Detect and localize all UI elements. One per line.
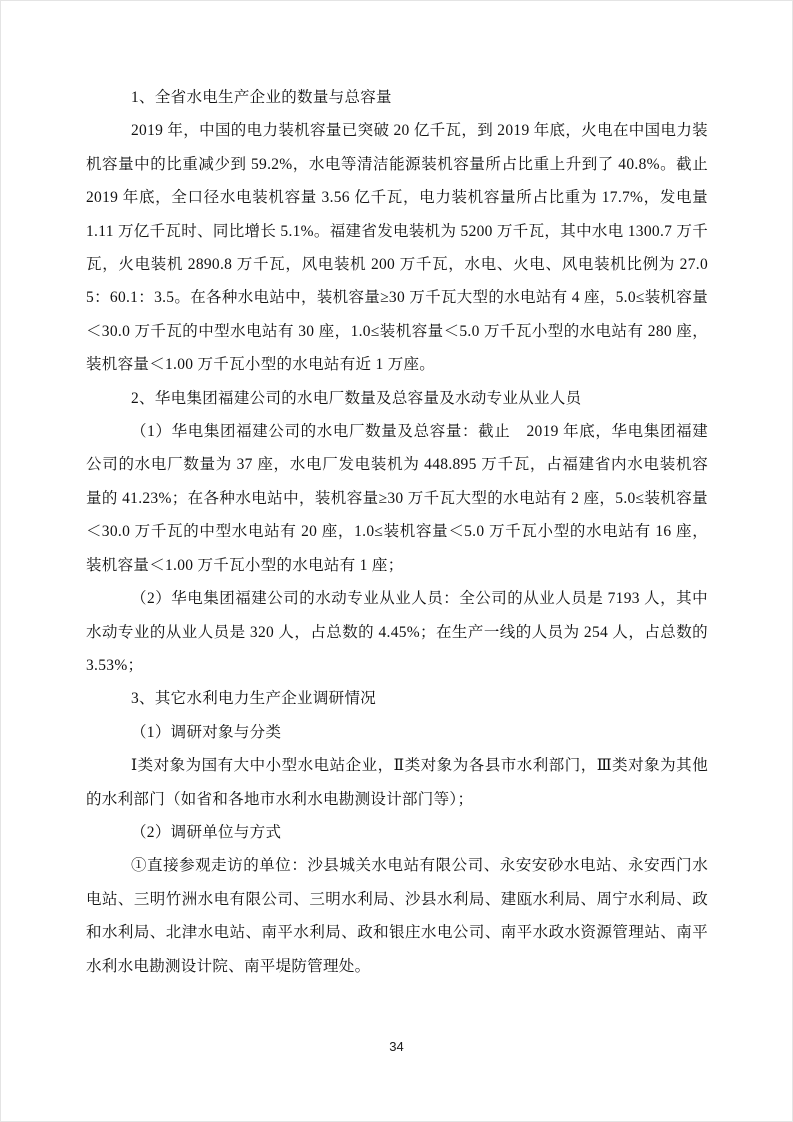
section-heading-2: 2、华电集团福建公司的水电厂数量及总容量及水动专业从业人员 [131, 389, 582, 407]
paragraph-survey-object-categories: Ⅰ类对象为国有大中小型水电站企业，Ⅱ类对象为各县市水利部门，Ⅲ类对象为其他的水利部门（如省和各地市水利水电勘测设计部门等）； [86, 757, 708, 808]
page-number: 34 [389, 1039, 404, 1054]
paragraph-huadian-plant-count-capacity: （1）华电集团福建公司的水电厂数量及总容量：截止 2019 年底，华电集团福建公司的水电厂数量为 37 座，水电厂发电装机为 448.895 万千瓦，占福建省内水电装机容量的 41.23%；在各种水电站中，装机容量≥30 万千瓦大型的水电站有 2 座，5.0≤装机容量＜30.0 万千瓦的中型水电站有 20 座，1.0≤装机容量＜5.0 万千瓦小型的水电站有 16 座，装机容量＜1.00 万千瓦小型的水电站有 1 座； [86, 423, 708, 574]
document-body [86, 81, 708, 983]
paragraph-huadian-staff: （2）华电集团福建公司的水动专业从业人员：全公司的从业人员是 7193 人，其中水动专业的从业人员是 320 人，占总数的 4.45%；在生产一线的人员为 254 人，占总数的 3.53%； [86, 590, 708, 674]
section-heading-1: 1、全省水电生产企业的数量与总容量 [131, 89, 392, 106]
paragraph-visited-units-list: ①直接参观走访的单位：沙县城关水电站有限公司、永安安砂水电站、永安西门水电站、三明竹洲水电有限公司、三明水利局、沙县水利局、建瓯水利局、周宁水利局、政和水利局、北津水电站、南平水利局、政和银庄水电公司、南平水政水资源管理站、南平水利水电勘测设计院、南平堤防管理处。 [86, 857, 708, 975]
paragraph-survey-units-title: （2）调研单位与方式 [131, 823, 282, 841]
paragraph-survey-objects-title: （1）调研对象与分类 [131, 723, 282, 741]
section-heading-3: 3、其它水利电力生产企业调研情况 [131, 690, 377, 708]
paragraph-province-hydropower-overview: 2019 年，中国的电力装机容量已突破 20 亿千瓦，到 2019 年底，火电在中国电力装机容量中的比重减少到 59.2%，水电等清洁能源装机容量所占比重上升到了 40.8%。截止 2019 年底，全口径水电装机容量 3.56 亿千瓦，电力装机容量所占比重为 17.7%，发电量 1.11 万亿千瓦时、同比增长 5.1%。福建省发电装机为 5200 万千瓦，其中水电 1300.7 万千瓦，火电装机 2890.8 万千瓦，风电装机 200 万千瓦，水电、火电、风电装机比例为 27.05：60.1：3.5。在各种水电站中，装机容量≥30 万千瓦大型的水电站有 4 座，5.0≤装机容量＜30.0 万千瓦的中型水电站有 30 座，1.0≤装机容量＜5.0 万千瓦小型的水电站有 280 座，装机容量＜1.00 万千瓦小型的水电站有近 1 万座。 [86, 122, 708, 374]
